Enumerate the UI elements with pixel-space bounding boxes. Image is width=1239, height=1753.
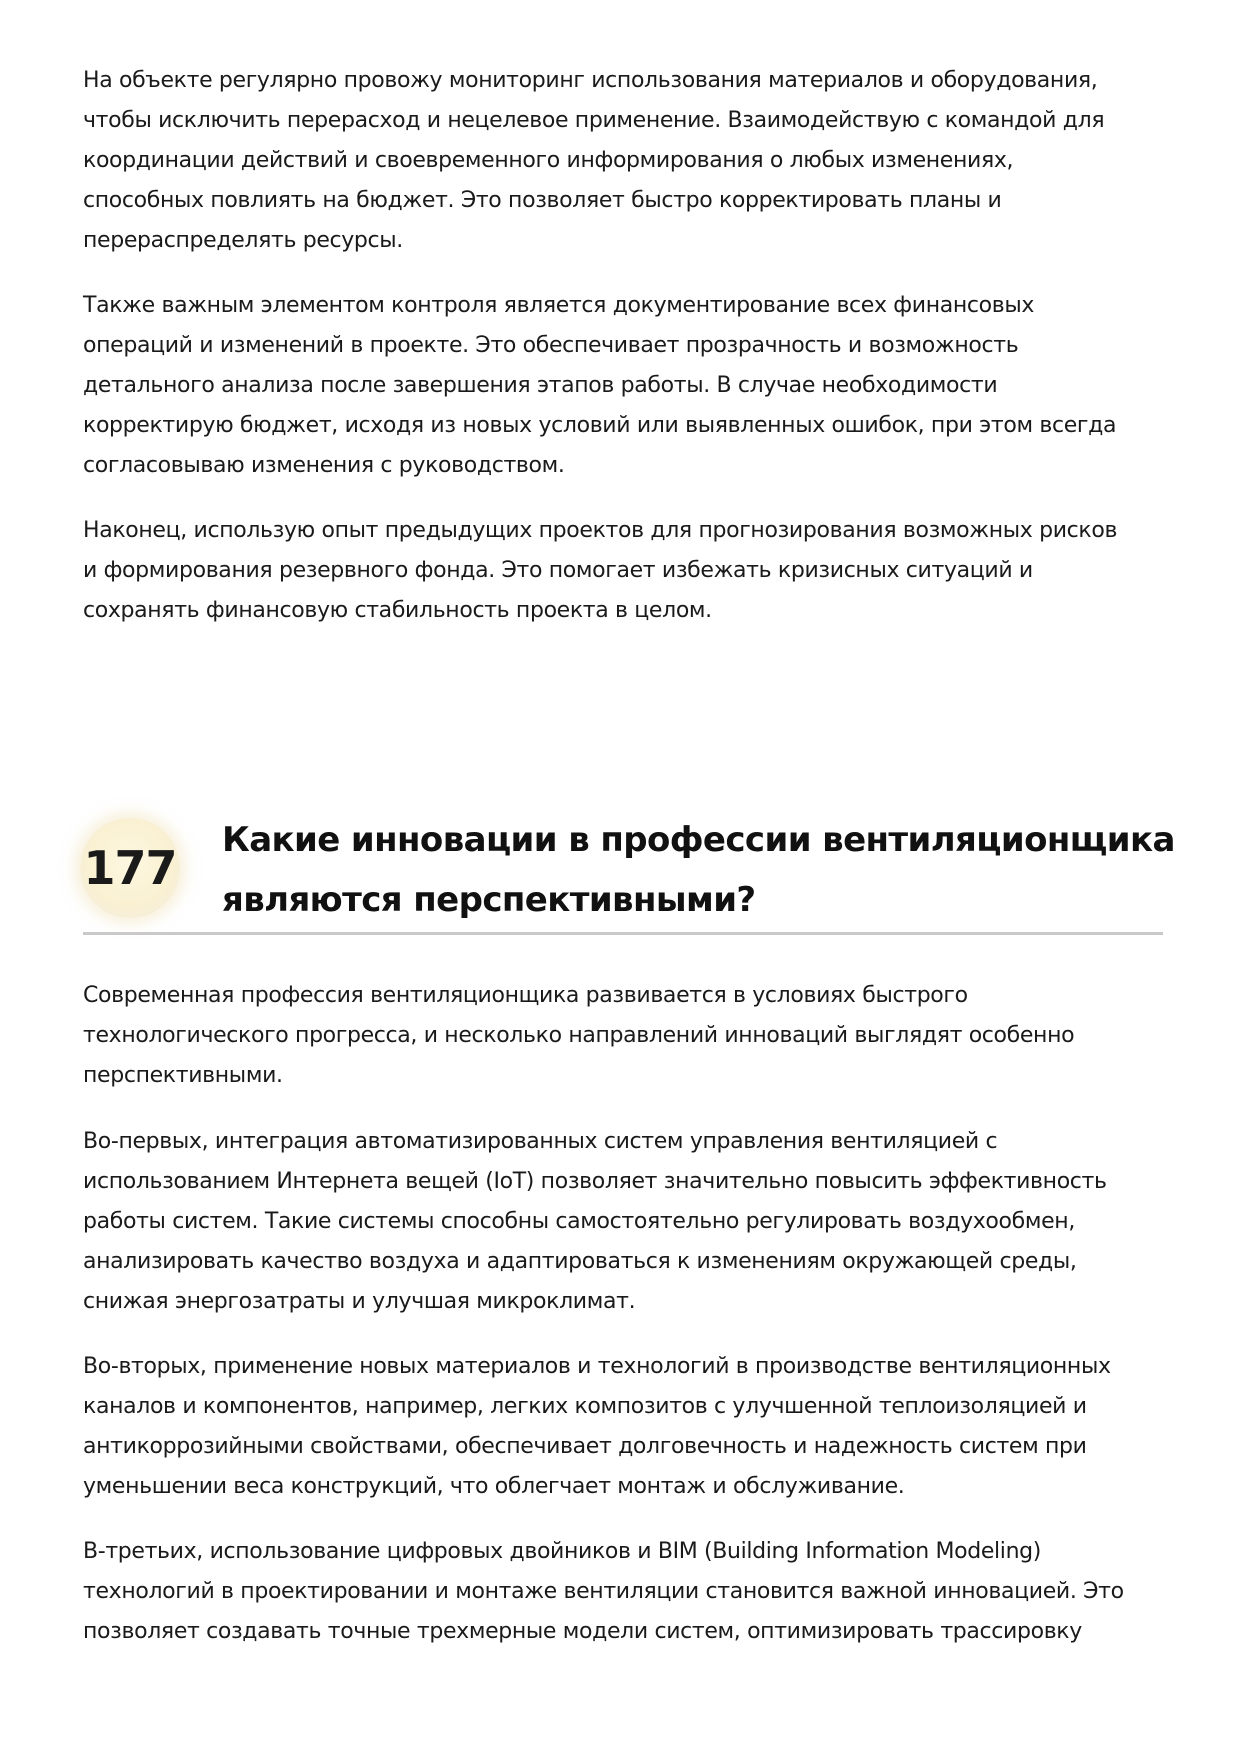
question-title-line: являются перспективными? [222,880,756,920]
text-line: каналов и компонентов, например, легких композитов с улучшенной теплоизоляцией и [83,1394,1087,1419]
text-line: операций и изменений в проекте. Это обеспечивает прозрачность и возможность [83,333,1019,358]
text-line: Наконец, использую опыт предыдущих проектов для прогнозирования возможных рисков [83,518,1118,543]
text-line: перспективными. [83,1063,283,1088]
text-line: технологий в проектировании и монтаже вентиляции становится важной инновацией. Это [83,1579,1124,1604]
text-line: анализировать качество воздуха и адаптироваться к изменениям окружающей среды, [83,1249,1077,1274]
text-line: чтобы исключить перерасход и нецелевое применение. Взаимодействую с командой для [83,108,1105,133]
answer-paragraph-4 [83,1532,1163,1652]
text-line: На объекте регулярно провожу мониторинг использования материалов и оборудования, [83,68,1098,93]
question-title-line: Какие инновации в профессии вентиляционщика [222,820,1175,860]
text-line: способных повлиять на бюджет. Это позволяет быстро корректировать планы и [83,188,1002,213]
text-line: уменьшении веса конструкций, что облегчает монтаж и обслуживание. [83,1474,905,1499]
text-line: координации действий и своевременного информирования о любых изменениях, [83,148,1014,173]
text-line: корректирую бюджет, исходя из новых условий или выявленных ошибок, при этом всегда [83,413,1117,438]
text-line: перераспределять ресурсы. [83,228,403,253]
text-line: позволяет создавать точные трехмерные модели систем, оптимизировать трассировку [83,1619,1082,1644]
intro-paragraph-2 [83,286,1163,486]
text-line: технологического прогресса, и несколько направлений инноваций выглядят особенно [83,1023,1075,1048]
text-line: Современная профессия вентиляционщика развивается в условиях быстрого [83,983,968,1008]
text-line: и формирования резервного фонда. Это помогает избежать кризисных ситуаций и [83,558,1033,583]
text-line: Во-вторых, применение новых материалов и технологий в производстве вентиляционных [83,1354,1111,1379]
question-title [222,810,1182,930]
answer-paragraph-1 [83,976,1163,1096]
text-line: снижая энергозатраты и улучшая микроклимат. [83,1289,636,1314]
text-line: антикоррозийными свойствами, обеспечивает долговечность и надежность систем при [83,1434,1087,1459]
text-line: сохранять финансовую стабильность проекта в целом. [83,598,712,623]
text-line: Также важным элементом контроля является документирование всех финансовых [83,293,1035,318]
heading-divider [83,932,1163,935]
question-number: 177 [83,841,177,895]
text-line: согласовываю изменения с руководством. [83,453,565,478]
text-line: Во-первых, интеграция автоматизированных систем управления вентиляцией с [83,1129,998,1154]
text-line: детального анализа после завершения этапов работы. В случае необходимости [83,373,998,398]
intro-paragraph-3 [83,511,1163,631]
text-line: В-третьих, использование цифровых двойников и BIM (Building Information Modeling) [83,1539,1042,1564]
text-line: использованием Интернета вещей (IoT) позволяет значительно повысить эффективность [83,1169,1107,1194]
intro-paragraph-1 [83,61,1163,261]
answer-paragraph-3 [83,1347,1163,1507]
text-line: работы систем. Такие системы способны самостоятельно регулировать воздухообмен, [83,1209,1075,1234]
answer-paragraph-2 [83,1122,1163,1322]
